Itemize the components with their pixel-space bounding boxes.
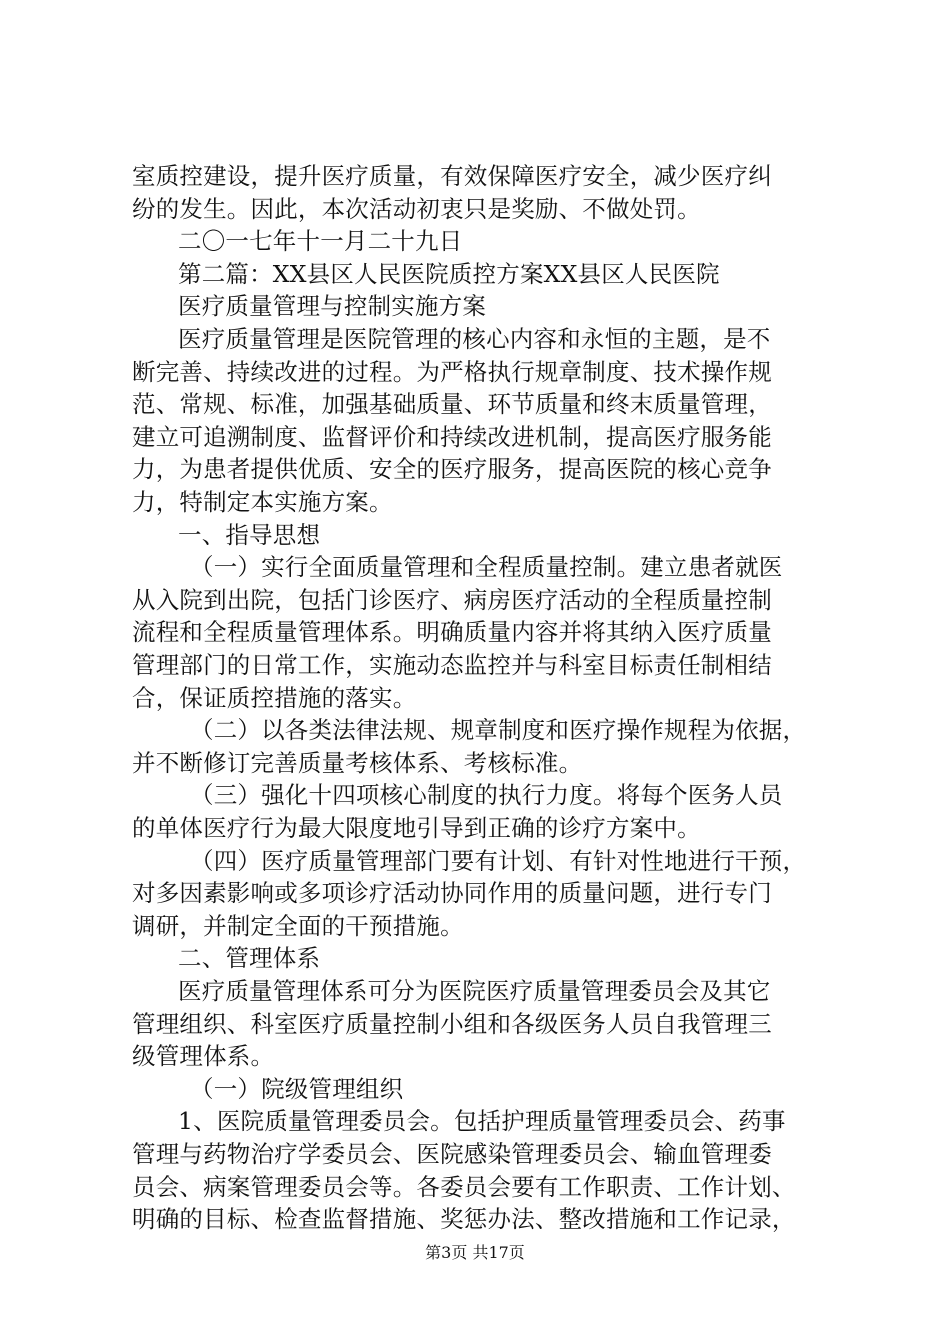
text-line: 建立可追溯制度、监督评价和持续改进机制，提高医疗服务能 [132, 422, 772, 451]
text-line: 级管理体系。 [132, 1042, 275, 1071]
text-line: 室质控建设，提升医疗质量，有效保障医疗安全，减少医疗纠 [132, 162, 772, 190]
text-line: 医疗质量管理体系可分为医院医疗质量管理委员会及其它 [178, 977, 771, 1005]
text-line: 断完善、持续改进的过程。为严格执行规章制度、技术操作规 [132, 357, 772, 386]
text-line: 管理组织、科室医疗质量控制小组和各级医务人员自我管理三 [132, 1009, 772, 1038]
text-line: 纷的发生。因此，本次活动初衷只是奖励、不做处罚。 [132, 194, 701, 223]
text-line: 合，保证质控措施的落实。 [132, 683, 417, 712]
text-line: 调研，并制定全面的干预措施。 [132, 911, 464, 940]
text-line: （二）以各类法律法规、规章制度和医疗操作规程为依据， [190, 716, 807, 745]
text-line: 流程和全程质量管理体系。明确质量内容并将其纳入医疗质量 [132, 618, 772, 647]
text-line: 一、指导思想 [178, 520, 321, 549]
text-line: 1、医院质量管理委员会。包括护理质量管理委员会、药事 [178, 1107, 786, 1136]
text-line: 管理部门的日常工作，实施动态监控并与科室目标责任制相结 [132, 651, 772, 679]
text-line: （三）强化十四项核心制度的执行力度。将每个医务人员 [190, 781, 783, 810]
text-line: 力，为患者提供优质、安全的医疗服务，提高医院的核心竞争 [132, 455, 772, 484]
text-line: 从入院到出院，包括门诊医疗、病房医疗活动的全程质量控制 [132, 585, 772, 614]
page-footer: 第3页 共17页 [425, 1243, 525, 1262]
text-line: （一）院级管理组织 [190, 1074, 404, 1103]
text-line: 第二篇：XX县区人民医院质控方案XX县区人民医院 [178, 259, 720, 288]
text-line: 明确的目标、检查监督措施、奖惩办法、整改措施和工作记录， [132, 1205, 796, 1234]
text-line: 力，特制定本实施方案。 [132, 488, 393, 516]
text-line: 员会、病案管理委员会等。各委员会要有工作职责、工作计划、 [132, 1172, 796, 1201]
text-line: （四）医疗质量管理部门要有计划、有针对性地进行干预， [190, 846, 807, 875]
text-line: 医疗质量管理是医院管理的核心内容和永恒的主题，是不 [178, 325, 771, 353]
text-line: 的单体医疗行为最大限度地引导到正确的诊疗方案中。 [132, 814, 701, 842]
text-line: 管理与药物治疗学委员会、医院感染管理委员会、输血管理委 [132, 1140, 772, 1168]
text-line: 二〇一七年十一月二十九日 [178, 227, 463, 256]
text-line: （一）实行全面质量管理和全程质量控制。建立患者就医 [190, 553, 783, 582]
text-line: 对多因素影响或多项诊疗活动协同作用的质量问题，进行专门 [132, 879, 772, 908]
text-line: 医疗质量管理与控制实施方案 [178, 292, 487, 321]
text-line: 并不断修订完善质量考核体系、考核标准。 [132, 748, 583, 777]
text-line: 二、管理体系 [178, 944, 321, 973]
text-line: 范、常规、标准，加强基础质量、环节质量和终末质量管理， [132, 390, 772, 419]
